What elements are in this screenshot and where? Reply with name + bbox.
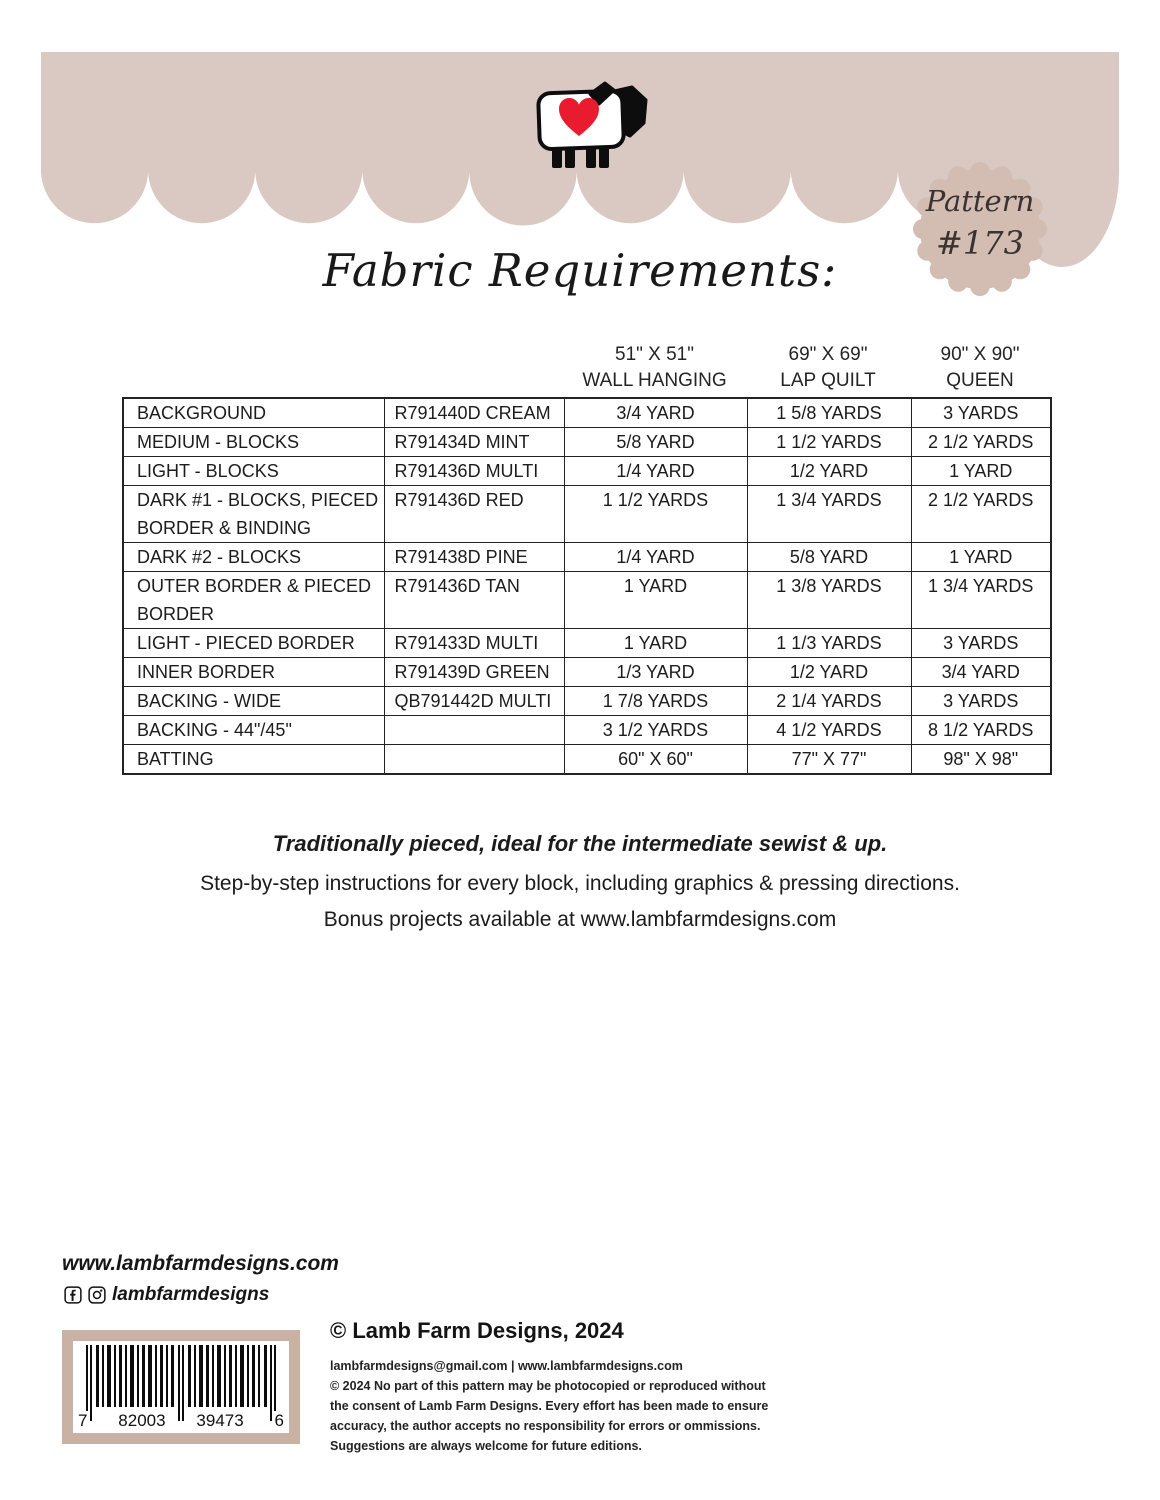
page-title: Fabric Requirements: [322,244,838,297]
social-row [64,1284,269,1306]
cell-fabric-code: R791436D TAN [384,572,564,629]
cell-wall-qty: 1/4 YARD [564,457,747,486]
cell-queen-qty: 1 3/4 YARDS [911,572,1051,629]
cell-wall-qty: 1 YARD [564,629,747,658]
col-header-queen-label: QUEEN [946,370,1014,391]
cell-fabric-code: R791433D MULTI [384,629,564,658]
cell-wall-qty: 1/4 YARD [564,543,747,572]
cell-fabric-code: R791438D PINE [384,543,564,572]
cell-fabric-code [384,716,564,745]
fine-print-line: the consent of Lamb Farm Designs. Every effort has been made to ensure [330,1399,769,1413]
instructions-note: Step-by-step instructions for every block, including graphics & pressing directions. [200,872,960,895]
fine-print-line: lambfarmdesigns@gmail.com | www.lambfarmdesigns.com [330,1359,683,1373]
cell-wall-qty: 5/8 YARD [564,428,747,457]
cell-queen-qty: 1 YARD [911,457,1051,486]
table-row [123,572,1051,629]
cell-queen-qty: 3 YARDS [911,629,1051,658]
table-row [123,687,1051,716]
barcode-digit-group: 82003 [118,1411,166,1430]
cell-lap-qty: 1/2 YARD [747,658,911,687]
cell-fabric-role: DARK #1 - BLOCKS, PIECED BORDER & BINDING [123,486,384,543]
cell-wall-qty: 1 YARD [564,572,747,629]
cell-fabric-role: DARK #2 - BLOCKS [123,543,384,572]
barcode-digits [73,1411,289,1431]
col-header-lap-size: 69" X 69" [788,344,868,365]
table-row [123,428,1051,457]
cell-fabric-role: BACKING - WIDE [123,687,384,716]
cell-fabric-role: INNER BORDER [123,658,384,687]
yardage-table [122,397,1052,775]
table-row [123,543,1051,572]
cell-fabric-role: BATTING [123,745,384,775]
cell-queen-qty: 98" X 98" [911,745,1051,775]
fine-print-line: Suggestions are always welcome for future editions. [330,1439,642,1453]
col-header-wall-label: WALL HANGING [582,370,727,391]
cell-wall-qty: 3 1/2 YARDS [564,716,747,745]
fabric-requirements-table [122,342,1050,775]
instagram-icon [88,1286,106,1304]
cell-queen-qty: 3 YARDS [911,398,1051,428]
col-header-queen-size: 90" X 90" [940,344,1020,365]
barcode-digit-group: 6 [274,1411,284,1430]
table-row [123,457,1051,486]
cell-wall-qty: 1 1/2 YARDS [564,486,747,543]
barcode-digit-group: 7 [78,1411,88,1430]
cell-lap-qty: 1 1/3 YARDS [747,629,911,658]
cell-queen-qty: 2 1/2 YARDS [911,486,1051,543]
barcode-inner [73,1341,289,1433]
fine-print [330,1356,768,1456]
cell-wall-qty: 1 7/8 YARDS [564,687,747,716]
sheep-logo-icon [533,80,653,180]
bonus-projects-note: Bonus projects available at www.lambfarmdesigns.com [323,908,837,931]
col-header-wall-size: 51" X 51" [615,344,694,365]
col-header-lap-label: LAP QUILT [780,370,876,391]
table-row [123,486,1051,543]
cell-fabric-code: R791436D MULTI [384,457,564,486]
table-row [123,629,1051,658]
cell-fabric-role: OUTER BORDER & PIECED BORDER [123,572,384,629]
table-row [123,658,1051,687]
cell-queen-qty: 2 1/2 YARDS [911,428,1051,457]
table-row [123,716,1051,745]
cell-lap-qty: 5/8 YARD [747,543,911,572]
cell-wall-qty: 1/3 YARD [564,658,747,687]
barcode [62,1330,300,1444]
website-url: www.lambfarmdesigns.com [62,1252,339,1275]
cell-fabric-role: BACKING - 44"/45" [123,716,384,745]
cell-fabric-role: BACKGROUND [123,398,384,428]
cell-lap-qty: 77" X 77" [747,745,911,775]
cell-queen-qty: 3 YARDS [911,687,1051,716]
cell-lap-qty: 4 1/2 YARDS [747,716,911,745]
cell-fabric-role: MEDIUM - BLOCKS [123,428,384,457]
cell-fabric-code: QB791442D MULTI [384,687,564,716]
cell-queen-qty: 1 YARD [911,543,1051,572]
cell-fabric-code: R791436D RED [384,486,564,543]
fine-print-line: © 2024 No part of this pattern may be photocopied or reproduced without [330,1379,766,1393]
cell-lap-qty: 1 3/4 YARDS [747,486,911,543]
cell-fabric-code [384,745,564,775]
size-column-headers [122,342,1050,394]
social-handle: lambfarmdesigns [112,1284,270,1305]
table-row [123,398,1051,428]
cell-wall-qty: 60" X 60" [564,745,747,775]
cell-lap-qty: 2 1/4 YARDS [747,687,911,716]
facebook-icon [64,1286,82,1304]
cell-wall-qty: 3/4 YARD [564,398,747,428]
cell-fabric-role: LIGHT - BLOCKS [123,457,384,486]
cell-fabric-code: R791440D CREAM [384,398,564,428]
fine-print-line: accuracy, the author accepts no responsibility for errors or ommissions. [330,1419,761,1433]
cell-queen-qty: 3/4 YARD [911,658,1051,687]
table-row [123,745,1051,775]
tagline: Traditionally pieced, ideal for the intermediate sewist & up. [272,831,888,856]
badge-word-pattern: Pattern [925,184,1035,218]
cell-lap-qty: 1 3/8 YARDS [747,572,911,629]
cell-lap-qty: 1 5/8 YARDS [747,398,911,428]
cell-fabric-code: R791439D GREEN [384,658,564,687]
cell-lap-qty: 1/2 YARD [747,457,911,486]
cell-queen-qty: 8 1/2 YARDS [911,716,1051,745]
barcode-digit-group: 39473 [196,1411,244,1430]
cell-lap-qty: 1 1/2 YARDS [747,428,911,457]
cell-fabric-role: LIGHT - PIECED BORDER [123,629,384,658]
cell-fabric-code: R791434D MINT [384,428,564,457]
copyright-title: © Lamb Farm Designs, 2024 [330,1318,624,1343]
badge-number: #173 [936,224,1024,262]
